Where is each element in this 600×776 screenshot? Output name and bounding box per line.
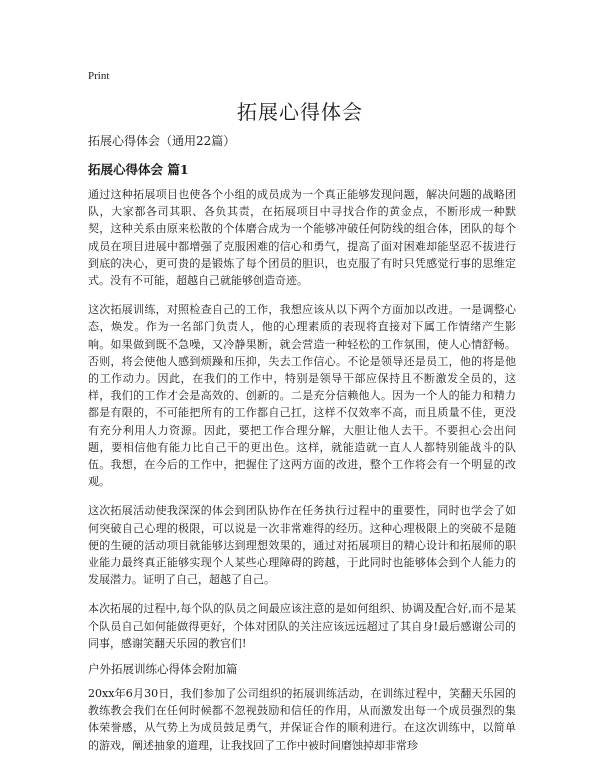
appendix-paragraph: 20xx年6月30日，我们参加了公司组织的拓展训练活动，在训练过程中，笑翻天乐园的教练教会我们在任何时候都不忽视鼓励和信任的作用，从而激发出每一个成员强烈的集体荣誉感，从气势上为成员鼓足勇气，并保证合作的顺利进行。在这次训练中，以简单的游戏，阐述抽象的道理，让我找回了工作中被时间磨蚀掉却非常珍 [88, 687, 516, 752]
appendix-heading: 户外拓展训练心得体会附加篇 [88, 662, 238, 677]
paragraph: 本次拓展的过程中,每个队的队员之间最应该注意的是如何组织、协调及配合好,而不是某个队员自己如何能做得更好，个体对团队的关注应该远远超过了其自身!最后感谢公司的同事，感谢笑翻天乐园的教官们! [88, 602, 516, 650]
paragraph: 这次拓展训练，对照检查自己的工作，我想应该从以下两个方面加以改进。一是调整心态，焕发。作为一名部门负责人，他的心理素质的表现将直接对下属工作情绪产生影响。如果做到既不急噪，又冷静果断，就会营造一种轻松的工作氛围，使人心情舒畅。否则，将会使他人感到烦躁和压抑，失去工作信心。不论是领导还是员工，他的将是他的工作动力。因此，在我们的工作中，特别是领导干部应保持且不断激发全员的，这样，我们的工作才会是高效的、创新的。二是充分信赖他人。因为一个人的能力和精力都是有限的，不可能把所有的工作都自己扛，这样不仅效率不高，而且质量不佳，更没有充分利用人力资源。因此，要把工作合理分解，大胆让他人去干。不要担心会出问题，要相信他有能力比自己干的更出色。这样，就能造就一直人人都特别能战斗的队伍。我想，在今后的工作中，把握住了这两方面的改进，整个工作将会有一个明显的改观。 [88, 303, 516, 489]
article-body [88, 186, 516, 766]
section-heading: 拓展心得体会 篇1 [88, 162, 189, 177]
page-title: 拓展心得体会 [237, 100, 363, 124]
print-link[interactable]: Print [88, 70, 110, 82]
paragraph: 通过这种拓展项目也使各个小组的成员成为一个真正能够发现问题，解决问题的战略团队，大家都各司其职、各负其责，在拓展项目中寻找合作的黄金点，不断形成一种默契，这种关系由原来松散的个体磨合成为一个能够冲破任何防线的组合体，团队的每个成员在项目进展中都增强了克服困难的信心和勇气，提高了面对困难却能坚忍不拔进行到底的决心，更可贵的是锻炼了每个团员的胆识，也克服了有时只凭感觉行事的思维定式。没有不可能，超越自己就能够创造奇迹。 [88, 188, 516, 288]
paragraph: 这次拓展活动使我深深的体会到团队协作在任务执行过程中的重要性，同时也学会了如何突破自己心理的极限，可以说是一次非常难得的经历。这种心理极限上的突破不是随便的生硬的活动项目就能够达到理想效果的，通过对拓展项目的精心设计和拓展师的职业能力最终真正能够实现个人某些心理障碍的跨越，于此同时也能够体会到个人能力的发展潜力。证明了自己，超越了自己。 [88, 504, 516, 587]
document-subtitle: 拓展心得体会（通用22篇） [88, 134, 236, 148]
